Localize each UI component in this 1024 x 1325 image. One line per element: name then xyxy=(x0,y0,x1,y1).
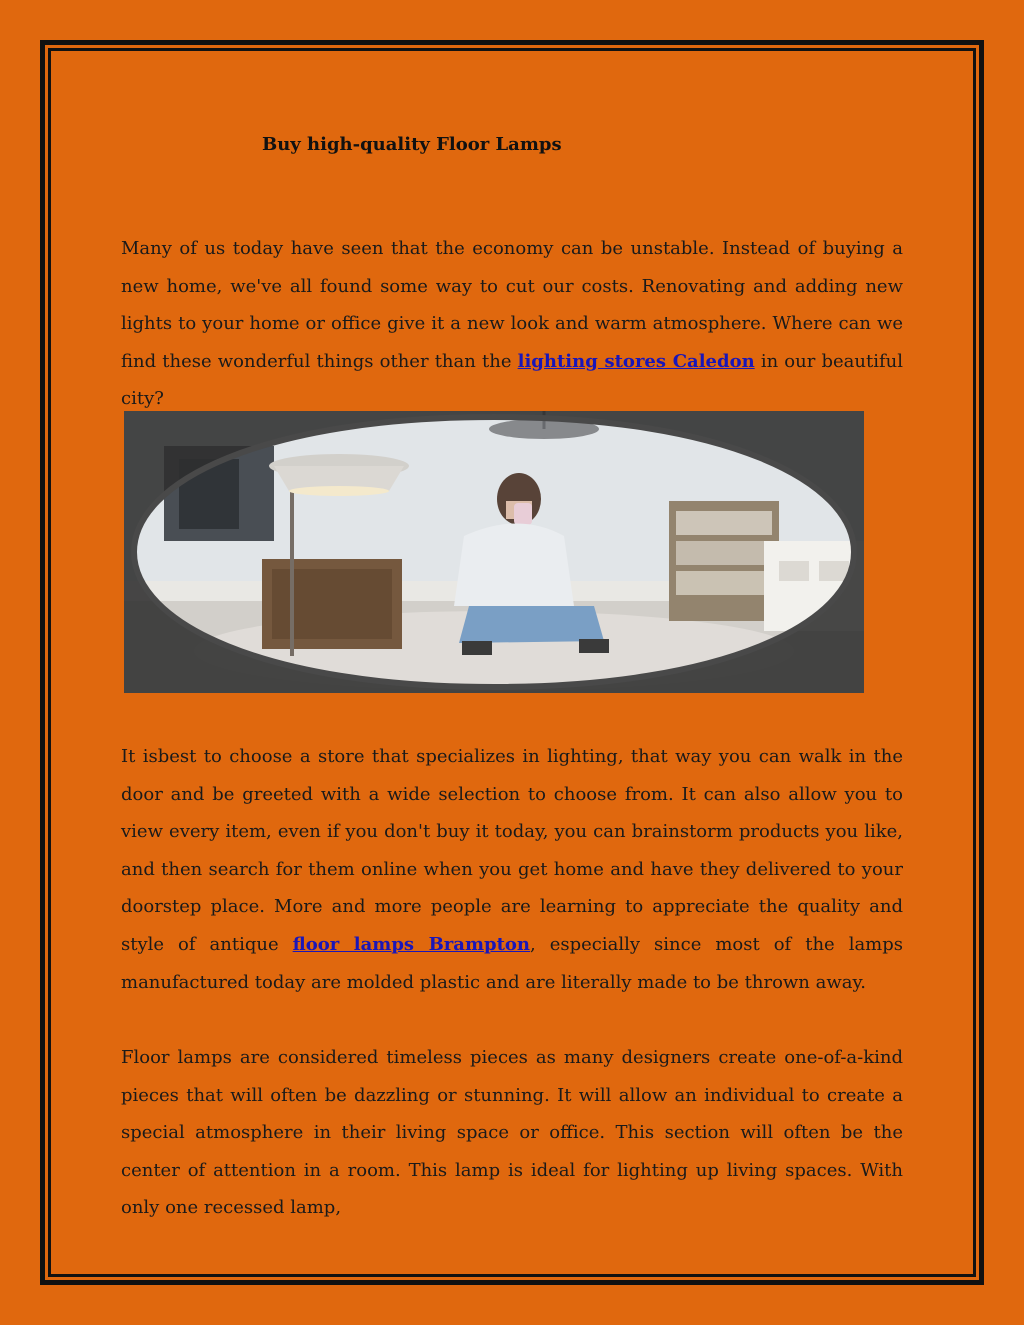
document-title: Buy high-quality Floor Lamps xyxy=(262,134,562,155)
store-text-end: , especially since most of the lamps manufactured today are molded plastic and are literally made to be thrown away. xyxy=(121,933,904,993)
store-paragraph xyxy=(121,738,903,1001)
intro-paragraph xyxy=(121,230,903,418)
floor-lamps-brampton-link[interactable]: floor lamps Brampton xyxy=(292,933,530,955)
store-text: It isbest to choose a store that specializes in lighting, that way you can walk in the door and be greeted with a wide selection to choose from. It can also allow you to view every item, even if you don't buy it today, you can brainstorm products you like, and then search for them online when you get home and have they delivered to your doorstep place. More and more people are learning to appreciate the quality and style of antique xyxy=(121,746,903,955)
showroom-photo xyxy=(124,411,864,693)
intro-text: Many of us today have seen that the economy can be unstable. Instead of buying a new home, we've all found some way to cut our costs. Renovating and adding new lights to your home or office give it a new look and warm atmosphere. Where can we find these wonderful things other than the xyxy=(121,238,903,372)
lighting-stores-caledon-link[interactable]: lighting stores Caledon xyxy=(517,350,755,372)
intro-text-end: in our beautiful city? xyxy=(121,350,903,410)
floor-lamps-paragraph: Floor lamps are considered timeless pieces as many designers create one-of-a-kind pieces that will often be dazzling or stunning. It will allow an individual to create a special atmosphere in their living space or office. This section will often be the center of attention in a room. This lamp is ideal for lighting up living spaces. With only one recessed lamp, xyxy=(121,1047,903,1219)
showroom-photo-illustration xyxy=(124,411,864,693)
